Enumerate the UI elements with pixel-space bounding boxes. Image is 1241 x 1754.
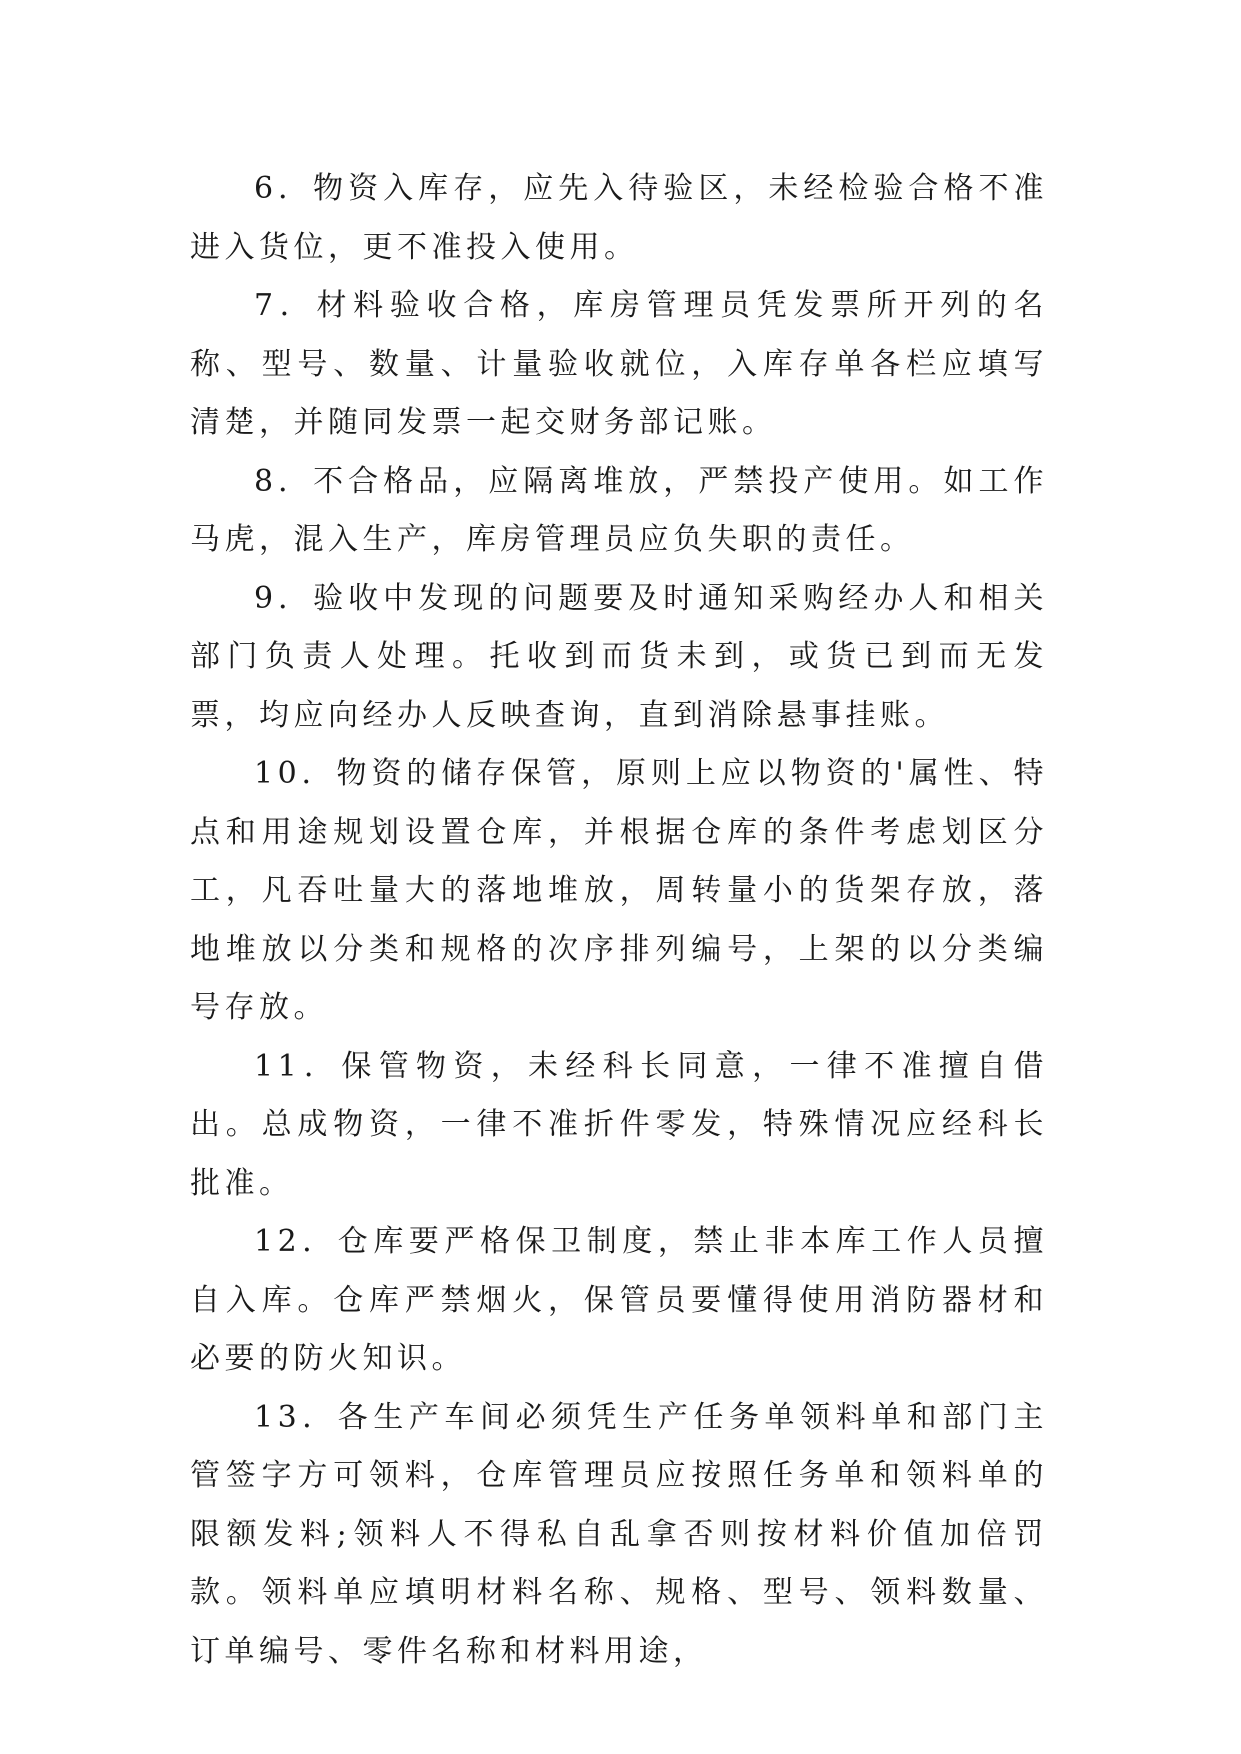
paragraph-item-11: 11．保管物资，未经科长同意，一律不准擅自借出。总成物资，一律不准折件零发，特殊情况应经科长批准。 <box>190 1048 1048 1201</box>
paragraph-item-12: 12．仓库要严格保卫制度，禁止非本库工作人员擅自入库。仓库严禁烟火，保管员要懂得使用消防器材和必要的防火知识。 <box>190 1224 1048 1376</box>
paragraph-item-7: 7．材料验收合格，库房管理员凭发票所开列的名称、型号、数量、计量验收就位，入库存单各栏应填写清楚，并随同发票一起交财务部记账。 <box>190 288 1048 440</box>
paragraph-item-6: 6．物资入库存，应先入待验区，未经检验合格不准进入货位，更不准投入使用。 <box>190 171 1048 265</box>
paragraph-item-8: 8．不合格品，应隔离堆放，严禁投产使用。如工作马虎，混入生产，库房管理员应负失职的责任。 <box>190 463 1048 557</box>
paragraph-item-13: 13．各生产车间必须凭生产任务单领料单和部门主管签字方可领料，仓库管理员应按照任务单和领料单的限额发料;领料人不得私自乱拿否则按材料价值加倍罚款。领料单应填明材料名称、规格、型号、领料数量、订单编号、零件名称和材料用途， <box>190 1399 1048 1669</box>
document-body <box>190 160 1048 1681</box>
paragraph-item-9: 9．验收中发现的问题要及时通知采购经办人和相关部门负责人处理。托收到而货未到，或货已到而无发票，均应向经办人反映查询，直到消除悬事挂账。 <box>190 580 1048 733</box>
paragraph-item-10: 10．物资的储存保管，原则上应以物资的'属性、特点和用途规划设置仓库，并根据仓库的条件考虑划区分工，凡吞吐量大的落地堆放，周转量小的货架存放，落地堆放以分类和规格的次序排列编号，上架的以分类编号存放。 <box>190 756 1048 1025</box>
